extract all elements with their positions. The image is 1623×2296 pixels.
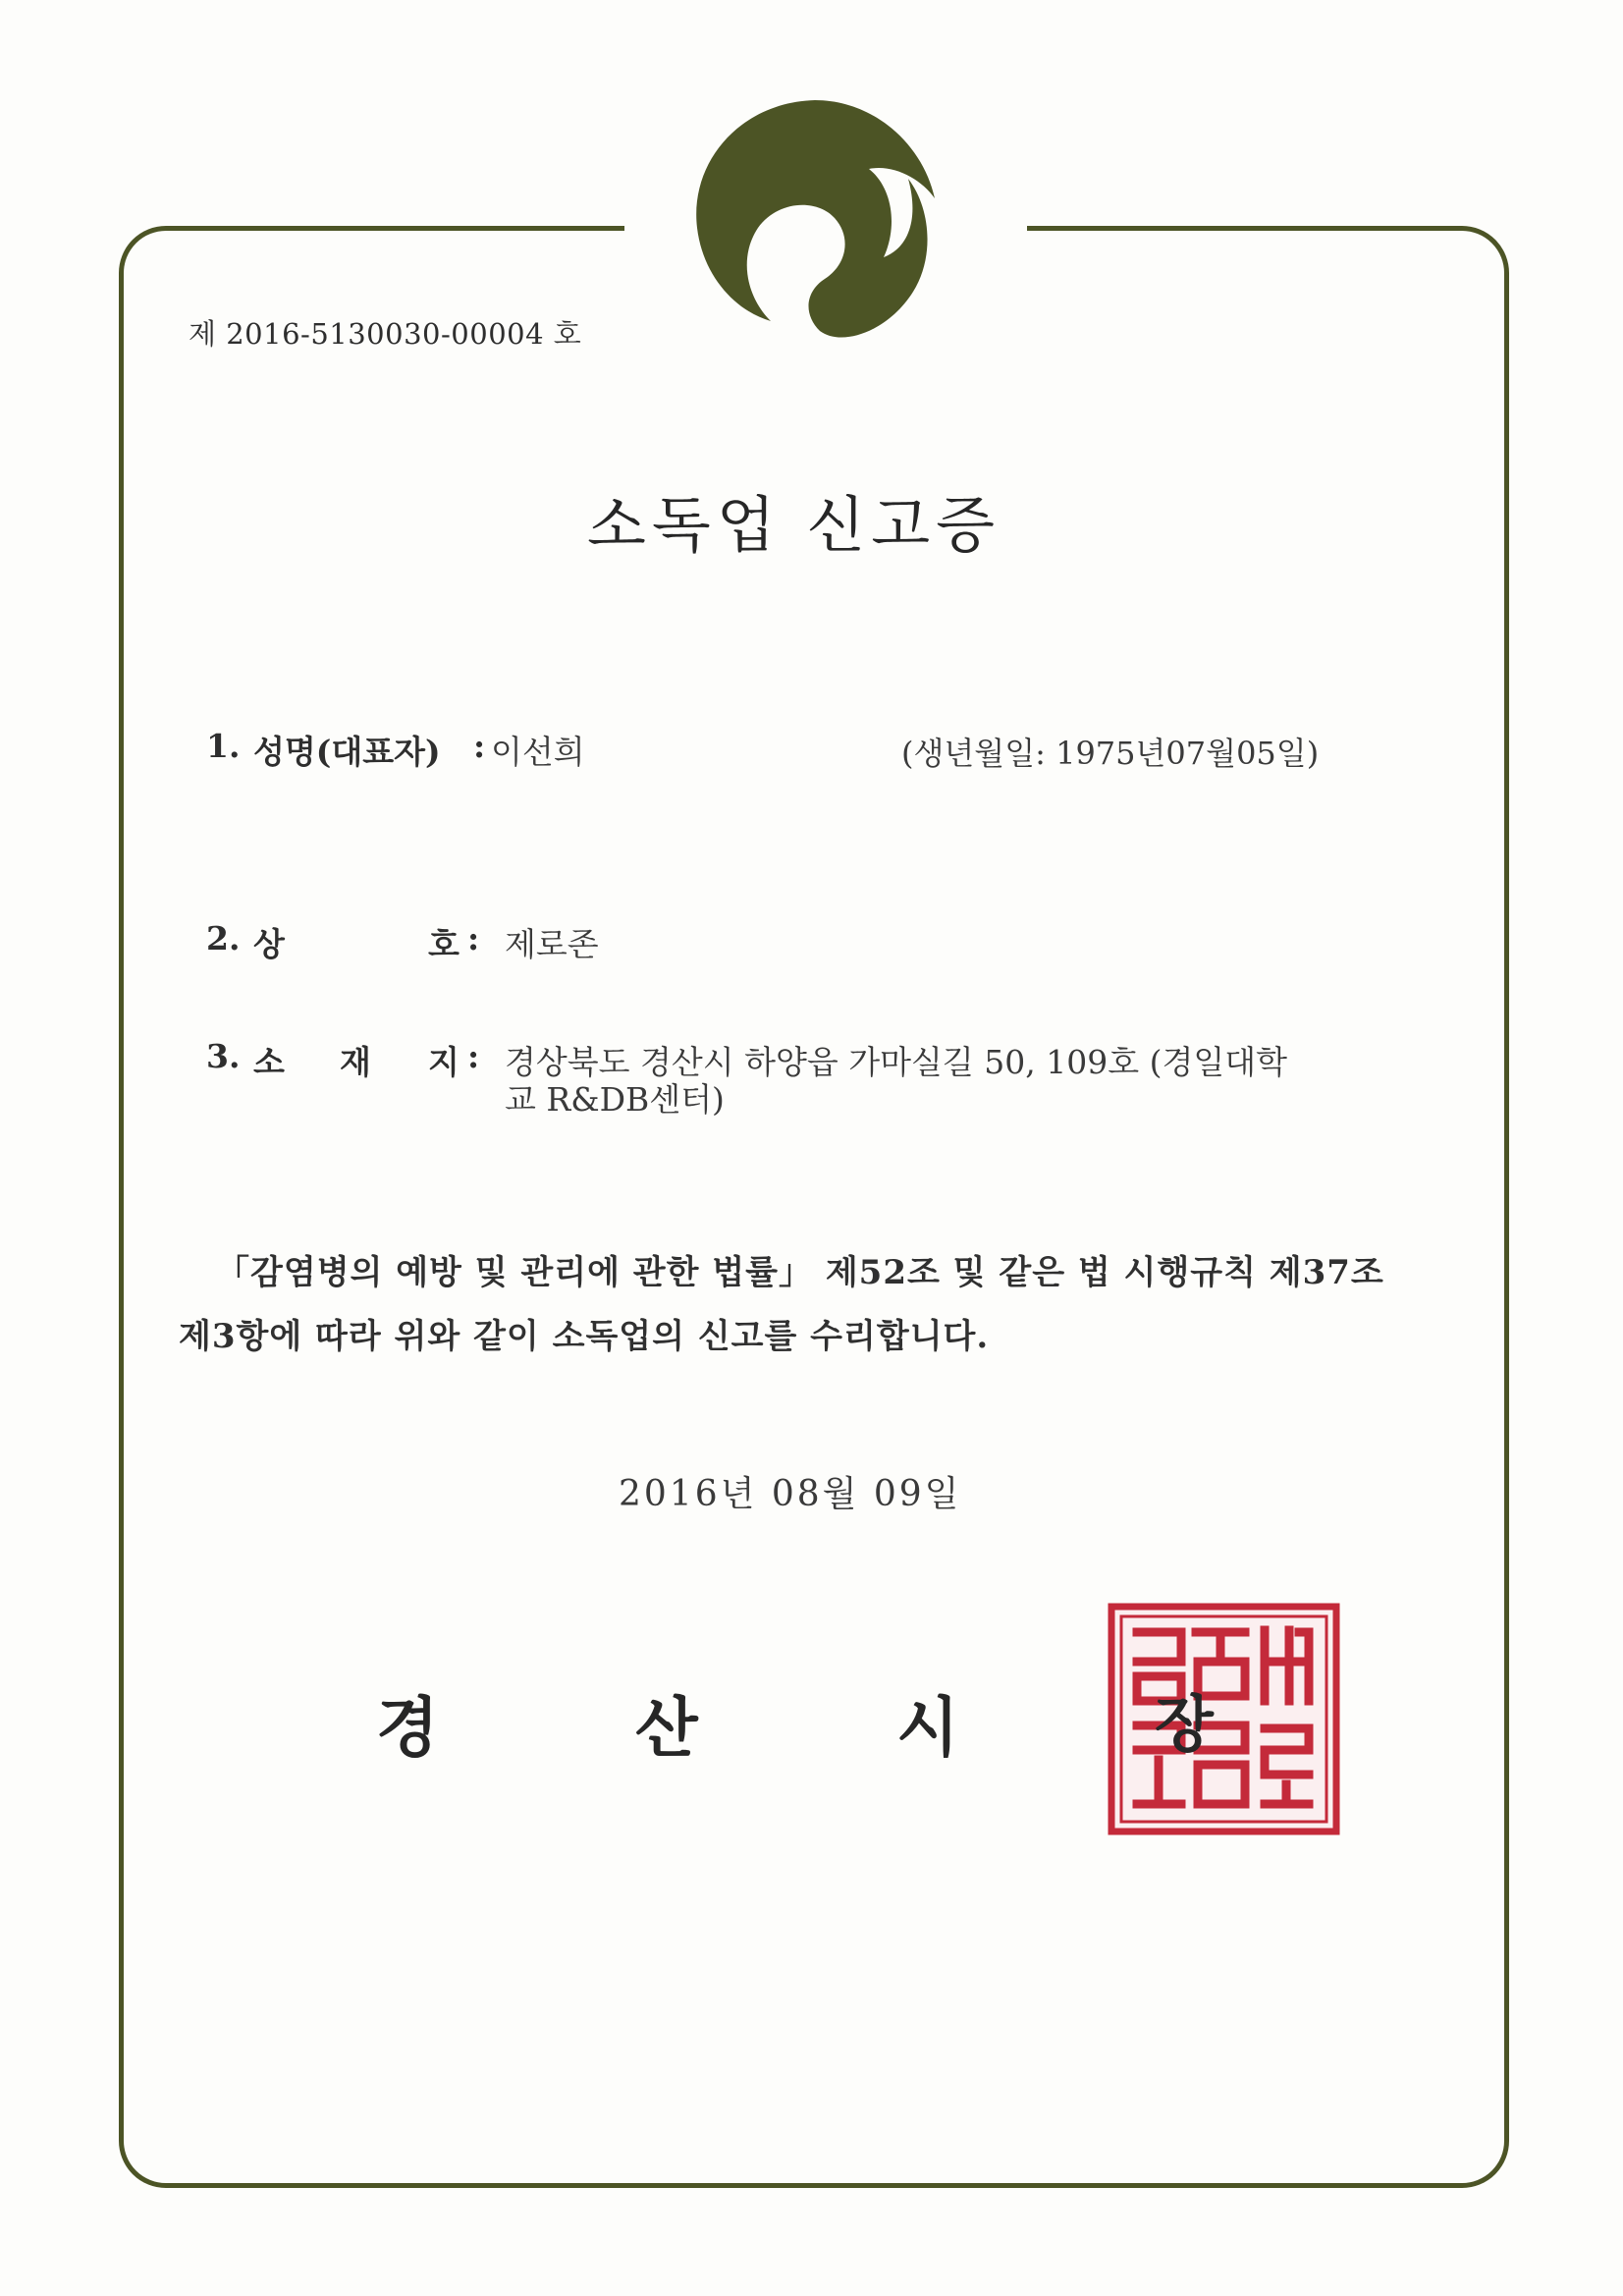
- field-label: 지: [428, 1043, 460, 1081]
- field-colon: :: [467, 1037, 480, 1075]
- field-label: 재: [340, 1043, 371, 1081]
- field-label: 상: [253, 925, 285, 963]
- page-title: 소독업 신고증: [587, 489, 1001, 561]
- official-seal-icon: [1108, 1603, 1340, 1835]
- issue-date: 2016년 08월 09일: [619, 1474, 962, 1514]
- field-value-line1: 경상북도 경산시 하양읍 가마실길 50, 109호 (경일대학: [505, 1043, 1287, 1081]
- field-colon: :: [473, 727, 486, 765]
- issuer-char: 경: [376, 1689, 439, 1766]
- field-number: 1.: [206, 727, 241, 765]
- issuer-char: 장: [1155, 1688, 1214, 1760]
- field-value: 이선희: [491, 733, 585, 771]
- government-emblem-icon: [677, 90, 952, 365]
- field-colon: :: [467, 919, 480, 957]
- body-line-1: 「감염병의 예방 및 관리에 관한 법률」 제52조 및 같은 법 시행규칙 제37조: [216, 1253, 1384, 1292]
- field-value-line2: 교 R&DB센터): [505, 1080, 725, 1119]
- field-number: 3.: [206, 1037, 241, 1075]
- issuer-char: 산: [635, 1689, 698, 1766]
- issuer-char: 시: [896, 1689, 959, 1766]
- field-number: 2.: [206, 919, 241, 957]
- field-value: 제로존: [505, 925, 599, 963]
- birth-date: (생년월일: 1975년07월05일): [901, 735, 1320, 772]
- body-line-2: 제3항에 따라 위와 같이 소독업의 신고를 수리합니다.: [179, 1317, 990, 1356]
- certificate-number: 제 2016-5130030-00004 호: [189, 317, 582, 351]
- field-label: 호: [428, 925, 460, 963]
- field-label: 소: [253, 1043, 285, 1081]
- field-label: 성명(대표자): [253, 733, 441, 771]
